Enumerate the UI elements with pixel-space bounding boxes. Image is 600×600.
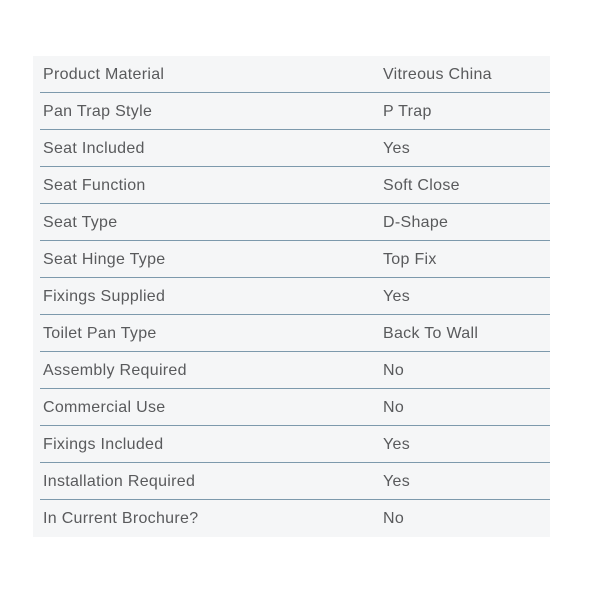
spec-label: Seat Function xyxy=(43,176,146,194)
spec-value: Yes xyxy=(383,472,411,490)
spec-table-row xyxy=(33,389,550,426)
spec-value: D-Shape xyxy=(383,213,449,231)
spec-value: P Trap xyxy=(383,102,432,120)
spec-table-row xyxy=(33,204,550,241)
spec-table-row xyxy=(33,315,550,352)
spec-table-row xyxy=(33,241,550,278)
spec-value: Yes xyxy=(383,139,411,157)
spec-value: Yes xyxy=(383,287,411,305)
spec-value: Top Fix xyxy=(383,250,437,268)
spec-label: Assembly Required xyxy=(43,361,187,379)
spec-table-row xyxy=(33,426,550,463)
spec-value: Yes xyxy=(383,435,411,453)
spec-label: Pan Trap Style xyxy=(43,102,153,120)
spec-label: Seat Included xyxy=(43,139,145,157)
spec-value: Soft Close xyxy=(383,176,460,194)
spec-table-row xyxy=(33,463,550,500)
spec-table-row xyxy=(33,500,550,537)
spec-value: No xyxy=(383,361,405,379)
spec-table-row xyxy=(33,278,550,315)
spec-table-row xyxy=(33,130,550,167)
spec-label: Seat Type xyxy=(43,213,118,231)
spec-table-row xyxy=(33,167,550,204)
spec-value: Vitreous China xyxy=(383,65,492,83)
spec-label: Product Material xyxy=(43,65,165,83)
spec-value: No xyxy=(383,509,405,527)
spec-label: Installation Required xyxy=(43,472,196,490)
spec-label: Fixings Supplied xyxy=(43,287,166,305)
spec-label: Toilet Pan Type xyxy=(43,324,157,342)
spec-label: Seat Hinge Type xyxy=(43,250,166,268)
spec-value: No xyxy=(383,398,405,416)
spec-label: Commercial Use xyxy=(43,398,166,416)
spec-table-row xyxy=(33,56,550,93)
spec-value: Back To Wall xyxy=(383,324,479,342)
spec-label: Fixings Included xyxy=(43,435,164,453)
spec-table-row xyxy=(33,93,550,130)
spec-label: In Current Brochure? xyxy=(43,509,199,527)
spec-table-row xyxy=(33,352,550,389)
product-specifications-table xyxy=(33,56,550,537)
